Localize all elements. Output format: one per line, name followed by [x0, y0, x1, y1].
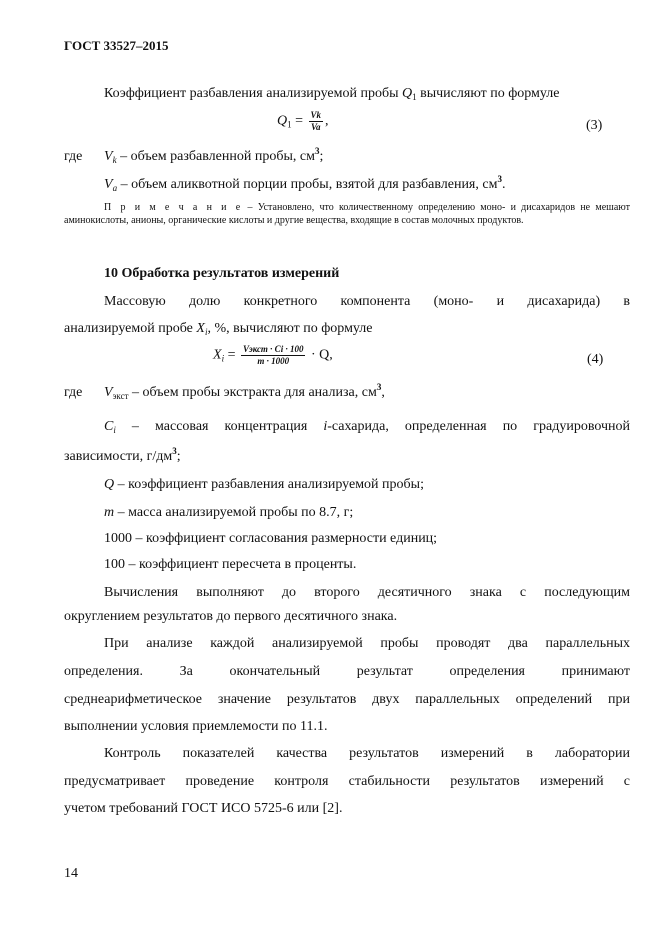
k100-definition: 100 – коэффициент пересчета в проценты.: [104, 557, 357, 572]
formula3-eq: =: [291, 113, 307, 129]
formula-3-number: (3): [586, 118, 603, 133]
para5-line3: учетом требований ГОСТ ИСО 5725-6 или [2].: [64, 801, 343, 816]
vk-symbol: V: [104, 149, 113, 164]
m-definition: [104, 505, 353, 521]
formula3-lhs: Q: [277, 113, 288, 129]
para4-line4: выполнении условия приемлемости по 11.1.: [64, 719, 328, 734]
ci-text-a: – массовая концентрация: [115, 419, 324, 434]
para2-line1: Массовую долю конкретного компонента (моно- и дисахарида) в: [104, 294, 630, 309]
m-text: – масса анализируемой пробы по 8.7, г;: [114, 505, 354, 520]
where-label-1: где: [64, 149, 83, 164]
para5-line2: предусматривает проведение контроля стабильности результатов измерений с: [64, 774, 630, 789]
formula4-numerator: Vэкст · Ci · 100: [242, 344, 304, 354]
formula4-denominator: m · 1000: [257, 356, 290, 366]
formula3-numerator: Vk: [310, 110, 322, 120]
m-symbol: m: [104, 505, 115, 520]
k1000-definition: 1000 – коэффициент согласования размерности единиц;: [104, 531, 438, 546]
ci-text-b: -сахарида, определенная по градуировочной: [327, 419, 630, 434]
va-symbol: V: [104, 177, 113, 192]
q1-symbol: Q: [402, 86, 413, 101]
xi-symbol: X: [196, 321, 205, 336]
where-label-2: где: [64, 385, 83, 400]
ci-sup: 3: [172, 446, 177, 456]
para5-line1: Контроль показателей качества результатов измерений в лаборатории: [104, 746, 630, 761]
ci-definition-line1: [104, 419, 630, 435]
formula3-tail: ,: [325, 113, 329, 129]
vk-sup: 3: [314, 146, 320, 156]
ci-text-line2: зависимости, г/дм: [64, 449, 173, 464]
intro-text: Коэффициент разбавления анализируемой пробы: [104, 86, 402, 101]
formula3-lhs-sub: 1: [287, 119, 292, 130]
q-definition: [104, 477, 424, 493]
note-text: – Установлено, что количественному определению моно- и дисахаридов не мешают аминокислоты, анионы, органические кислоты и другие вещества, входящие в состав молочных продуктов.: [64, 202, 630, 226]
ci-definition-line2: [64, 446, 181, 465]
formula3-denominator: Va: [311, 122, 321, 132]
va-subscript: a: [112, 183, 118, 193]
ci-symbol: C: [104, 419, 114, 434]
formula4-lhs-sub: i: [221, 353, 225, 364]
formula-4: [213, 345, 333, 366]
v-extract-text: – объем пробы экстракта для анализа, см: [128, 385, 377, 400]
formula-4-number: (4): [587, 352, 604, 367]
xi-subscript: i: [204, 327, 208, 337]
formula4-tail: · Q,: [307, 347, 333, 363]
ci-text-i: i: [323, 419, 328, 434]
formula3-fraction: [309, 111, 324, 132]
para2-line2-end: , %, вычисляют по формуле: [207, 321, 373, 336]
note-block: [64, 201, 630, 227]
ci-end: ;: [176, 449, 181, 464]
q-symbol: Q: [104, 477, 115, 492]
vk-subscript: k: [112, 155, 117, 165]
vk-end: ;: [319, 149, 324, 164]
va-end: .: [501, 177, 506, 192]
para4-line2: определения. За окончательный результат определения принимают: [64, 664, 630, 679]
q-text: – коэффициент разбавления анализируемой пробы;: [114, 477, 424, 492]
vk-text: – объем разбавленной пробы, см: [116, 149, 315, 164]
formula4-fraction: [241, 345, 305, 366]
para4-line3: среднеарифметическое значение результатов двух параллельных определений при: [64, 692, 630, 707]
formula4-eq: =: [224, 347, 239, 363]
para2-line2-text: анализируемой пробе: [64, 321, 197, 336]
v-extract-symbol: V: [104, 385, 113, 400]
para3-line1: Вычисления выполняют до второго десятичного знака с последующим: [104, 585, 630, 600]
va-sup: 3: [497, 174, 502, 184]
para2-line2: [64, 321, 373, 337]
intro-text-end: вычисляют по формуле: [416, 86, 560, 101]
intro-paragraph: [104, 86, 560, 102]
formula-3: [277, 111, 329, 132]
doc-code-header: ГОСТ 33527–2015: [64, 38, 169, 53]
v-extract-subscript: экст: [112, 391, 129, 401]
v-extract-definition: [104, 382, 385, 401]
q1-subscript: 1: [412, 92, 417, 102]
para3-line2: округлением результатов до первого десятичного знака.: [64, 609, 398, 624]
section-10-heading: 10 Обработка результатов измерений: [104, 266, 340, 281]
para4-line1: При анализе каждой анализируемой пробы проводят два параллельных: [104, 636, 630, 651]
page-number: 14: [64, 866, 78, 881]
va-definition: [104, 174, 506, 193]
formula4-lhs: X: [213, 347, 222, 363]
ci-subscript: i: [113, 425, 116, 435]
va-text: – объем аликвотной порции пробы, взятой для разбавления, см: [117, 177, 498, 192]
v-extract-end: ,: [381, 385, 385, 400]
note-label: П р и м е ч а н и е: [104, 202, 243, 213]
vk-definition: [104, 146, 324, 165]
v-extract-sup: 3: [376, 382, 382, 392]
